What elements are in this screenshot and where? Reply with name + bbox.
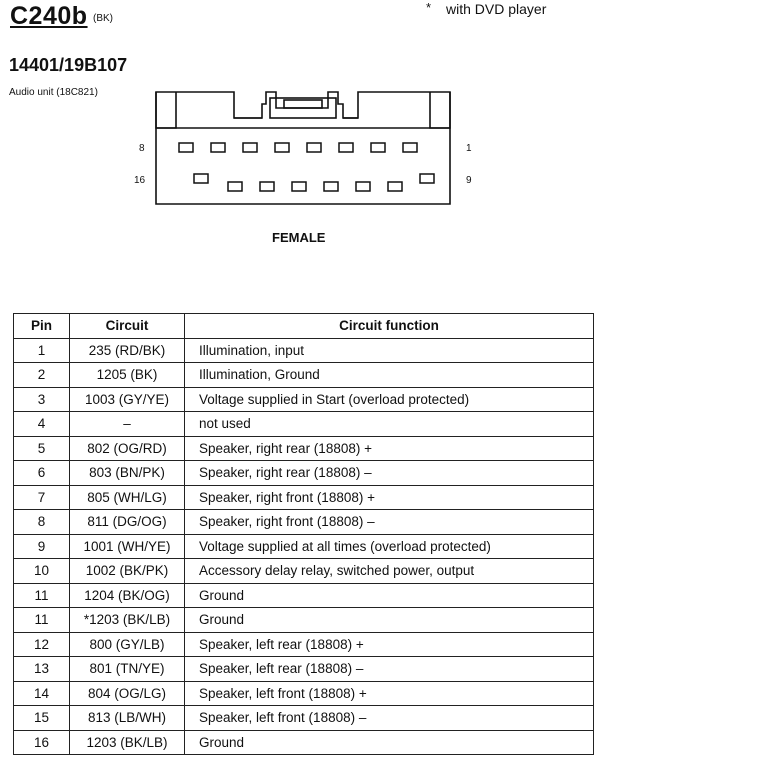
pin-cell: 6 [14, 461, 70, 486]
connector-id-title: C240b [10, 2, 88, 30]
pinout-table [13, 313, 594, 755]
pin-cell: 12 [14, 632, 70, 657]
pin-cell: 15 [14, 706, 70, 731]
circuit-cell: 804 (OG/LG) [70, 681, 185, 706]
circuit-cell: 1003 (GY/YE) [70, 387, 185, 412]
function-cell: Speaker, left front (18808) – [185, 706, 594, 731]
function-cell: Ground [185, 583, 594, 608]
pin-label-9: 9 [466, 175, 472, 186]
pin-cell: 9 [14, 534, 70, 559]
note-marker: * [426, 0, 432, 15]
table-row [14, 436, 594, 461]
function-cell: Accessory delay relay, switched power, output [185, 559, 594, 584]
function-cell: not used [185, 412, 594, 437]
header-pin: Pin [14, 314, 70, 339]
table-row [14, 657, 594, 682]
pin-cell: 7 [14, 485, 70, 510]
table-row [14, 412, 594, 437]
circuit-cell: 1002 (BK/PK) [70, 559, 185, 584]
header-circuit-function: Circuit function [185, 314, 594, 339]
pin-label-1: 1 [466, 143, 472, 154]
color-code: (BK) [93, 13, 113, 24]
function-cell: Speaker, right rear (18808) + [185, 436, 594, 461]
pin-label-8: 8 [139, 143, 145, 154]
pin-label-16: 16 [134, 175, 146, 186]
function-cell: Ground [185, 730, 594, 755]
function-cell: Illumination, input [185, 338, 594, 363]
table-row [14, 583, 594, 608]
function-cell: Speaker, left rear (18808) – [185, 657, 594, 682]
circuit-cell: 803 (BN/PK) [70, 461, 185, 486]
circuit-cell: 1203 (BK/LB) [70, 730, 185, 755]
connector-gender: FEMALE [272, 230, 326, 245]
table-row [14, 534, 594, 559]
function-cell: Illumination, Ground [185, 363, 594, 388]
circuit-cell: 1001 (WH/YE) [70, 534, 185, 559]
function-cell: Speaker, left rear (18808) + [185, 632, 594, 657]
circuit-cell: 802 (OG/RD) [70, 436, 185, 461]
connector-face-diagram [150, 88, 465, 208]
circuit-cell: 235 (RD/BK) [70, 338, 185, 363]
table-row [14, 559, 594, 584]
pin-cell: 16 [14, 730, 70, 755]
note-text: with DVD player [446, 1, 547, 17]
function-cell: Ground [185, 608, 594, 633]
pin-cell: 10 [14, 559, 70, 584]
pin-cell: 8 [14, 510, 70, 535]
pin-cell: 4 [14, 412, 70, 437]
circuit-cell: 1205 (BK) [70, 363, 185, 388]
function-cell: Voltage supplied in Start (overload protected) [185, 387, 594, 412]
pin-cell: 3 [14, 387, 70, 412]
pin-cell: 5 [14, 436, 70, 461]
function-cell: Speaker, right front (18808) + [185, 485, 594, 510]
table-row [14, 510, 594, 535]
pin-cell: 13 [14, 657, 70, 682]
table-row [14, 461, 594, 486]
circuit-cell: – [70, 412, 185, 437]
pin-cell: 14 [14, 681, 70, 706]
table-row [14, 363, 594, 388]
function-cell: Speaker, right front (18808) – [185, 510, 594, 535]
function-cell: Speaker, right rear (18808) – [185, 461, 594, 486]
pin-cell: 11 [14, 608, 70, 633]
table-row [14, 681, 594, 706]
table-row [14, 485, 594, 510]
unit-name: Audio unit (18C821) [9, 87, 98, 98]
header-circuit: Circuit [70, 314, 185, 339]
part-number: 14401/19B107 [9, 55, 128, 75]
table-row [14, 338, 594, 363]
circuit-cell: 801 (TN/YE) [70, 657, 185, 682]
table-row [14, 706, 594, 731]
circuit-cell: 813 (LB/WH) [70, 706, 185, 731]
table-row [14, 730, 594, 755]
circuit-cell: 1204 (BK/OG) [70, 583, 185, 608]
pin-cell: 1 [14, 338, 70, 363]
circuit-cell: 800 (GY/LB) [70, 632, 185, 657]
circuit-cell: 805 (WH/LG) [70, 485, 185, 510]
circuit-cell: *1203 (BK/LB) [70, 608, 185, 633]
table-row [14, 632, 594, 657]
function-cell: Voltage supplied at all times (overload protected) [185, 534, 594, 559]
circuit-cell: 811 (DG/OG) [70, 510, 185, 535]
pin-cell: 2 [14, 363, 70, 388]
table-row [14, 387, 594, 412]
function-cell: Speaker, left front (18808) + [185, 681, 594, 706]
table-header-row [14, 314, 594, 339]
table-row [14, 608, 594, 633]
pin-cell: 11 [14, 583, 70, 608]
